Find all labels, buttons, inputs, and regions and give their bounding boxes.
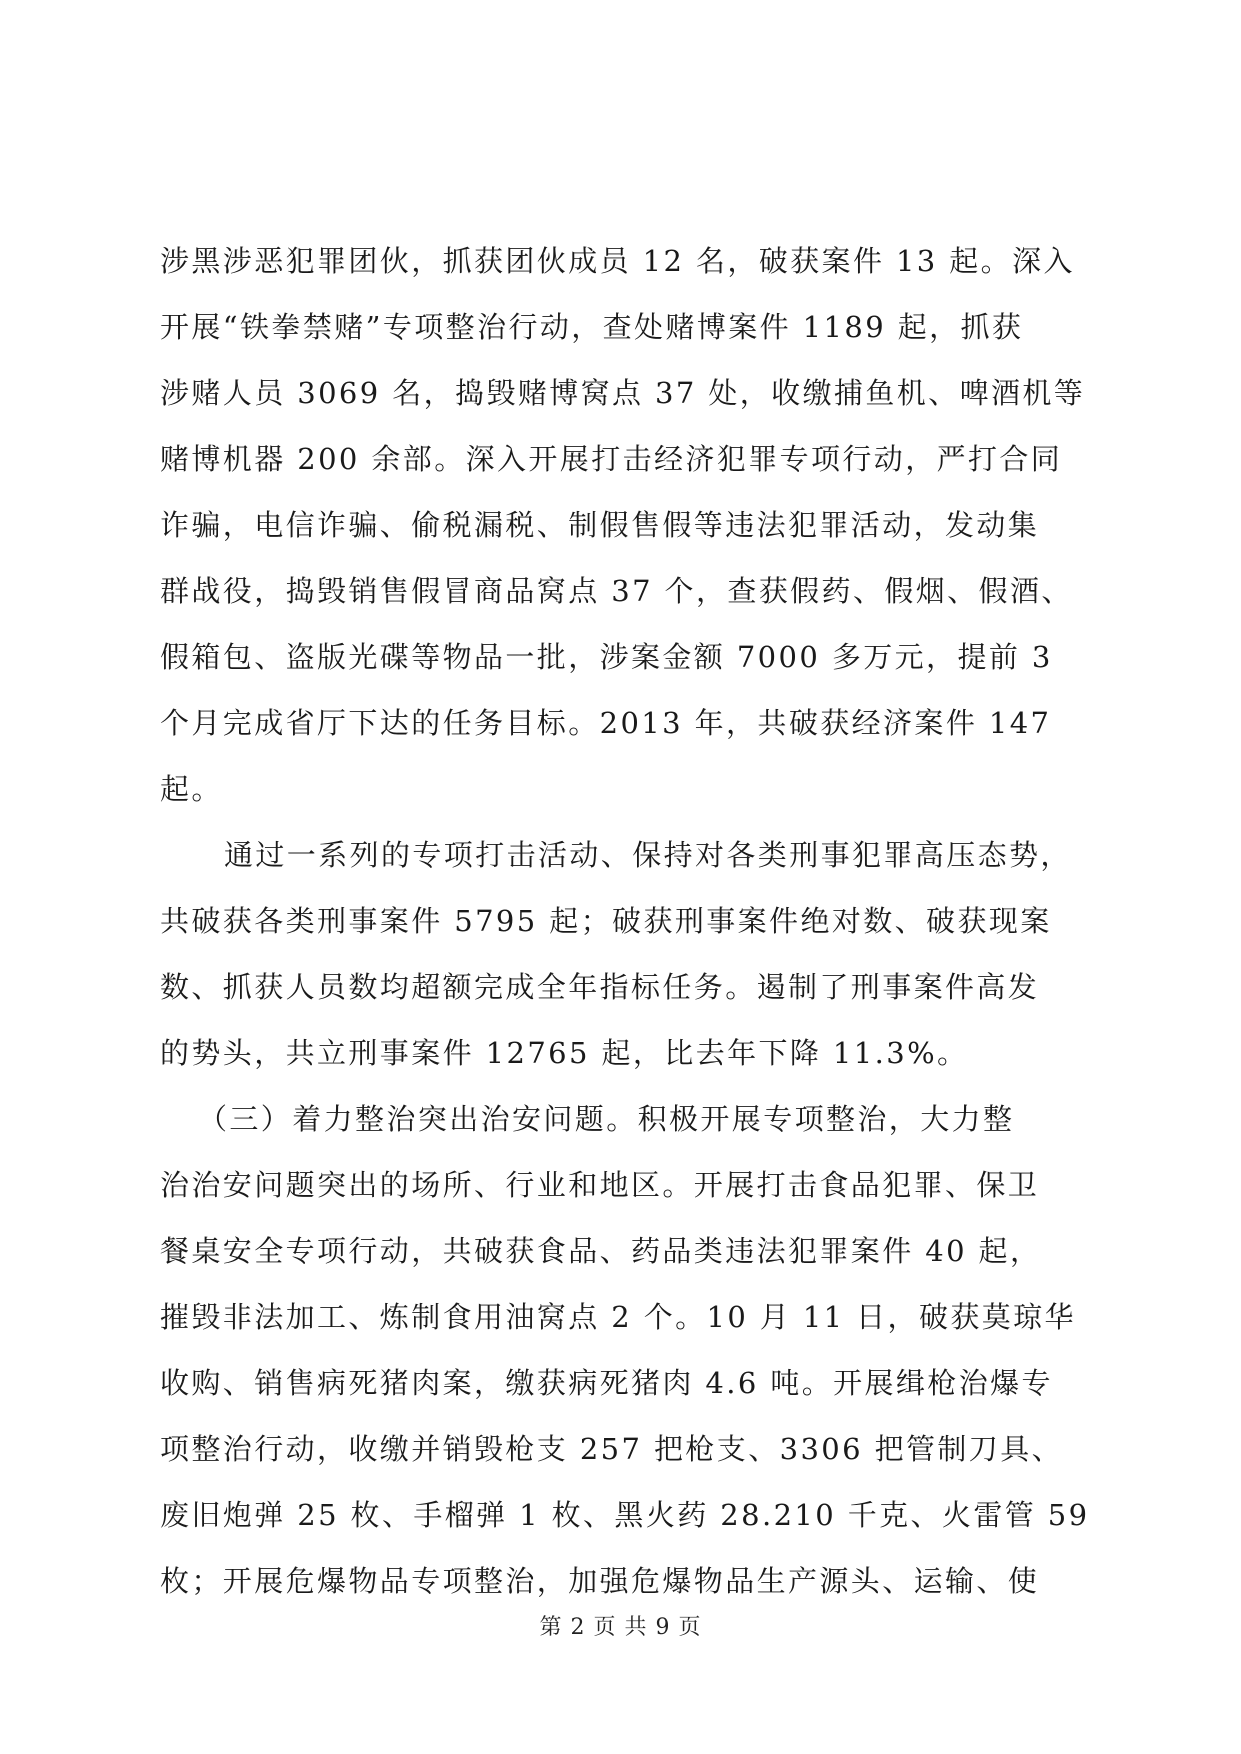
text-line: 假箱包、盗版光碟等物品一批，涉案金额 7000 多万元，提前 3 — [160, 640, 1053, 674]
paragraph-start-line: 通过一系列的专项打击活动、保持对各类刑事犯罪高压态势， — [224, 838, 1072, 872]
text-line: 收购、销售病死猪肉案，缴获病死猪肉 4.6 吨。开展缉枪治爆专 — [160, 1366, 1053, 1400]
body-text — [160, 228, 1090, 1614]
text-line: 的势头，共立刑事案件 12765 起，比去年下降 11.3%。 — [160, 1036, 969, 1070]
text-line: 个月完成省厅下达的任务目标。2013 年，共破获经济案件 147 — [160, 706, 1052, 740]
text-line: 废旧炮弹 25 枚、手榴弹 1 枚、黑火药 28.210 千克、火雷管 59 — [160, 1498, 1090, 1532]
text-line: 餐桌安全专项行动，共破获食品、药品类违法犯罪案件 40 起， — [160, 1234, 1042, 1268]
text-line: 枚；开展危爆物品专项整治，加强危爆物品生产源头、运输、使 — [160, 1564, 1040, 1598]
text-line: 赌博机器 200 余部。深入开展打击经济犯罪专项行动，严打合同 — [160, 442, 1063, 476]
text-line: 诈骗，电信诈骗、偷税漏税、制假售假等违法犯罪活动，发动集 — [160, 508, 1040, 542]
text-line: 开展“铁拳禁赌”专项整治行动，查处赌博案件 1189 起，抓获 — [160, 310, 1024, 344]
text-line: 数、抓获人员数均超额完成全年指标任务。遏制了刑事案件高发 — [160, 970, 1040, 1004]
text-line: 项整治行动，收缴并销毁枪支 257 把枪支、3306 把管制刀具、 — [160, 1432, 1064, 1466]
text-line: 起。 — [160, 772, 223, 806]
text-line: 涉黑涉恶犯罪团伙，抓获团伙成员 12 名，破获案件 13 起。深入 — [160, 244, 1075, 278]
text-line: 群战役，捣毁销售假冒商品窝点 37 个，查获假药、假烟、假酒、 — [160, 574, 1073, 608]
text-line: 涉赌人员 3069 名，捣毁赌博窝点 37 处，收缴捕鱼机、啤酒机等 — [160, 376, 1086, 410]
section-heading-line: （三）着力整治突出治安问题。积极开展专项整治，大力整 — [198, 1102, 1015, 1136]
text-line: 治治安问题突出的场所、行业和地区。开展打击食品犯罪、保卫 — [160, 1168, 1040, 1202]
text-line: 共破获各类刑事案件 5795 起；破获刑事案件绝对数、破获现案 — [160, 904, 1052, 938]
text-line: 摧毁非法加工、炼制食用油窝点 2 个。10 月 11 日，破获莫琼华 — [160, 1300, 1076, 1334]
page-number-footer: 第 2 页 共 9 页 — [539, 1615, 702, 1640]
